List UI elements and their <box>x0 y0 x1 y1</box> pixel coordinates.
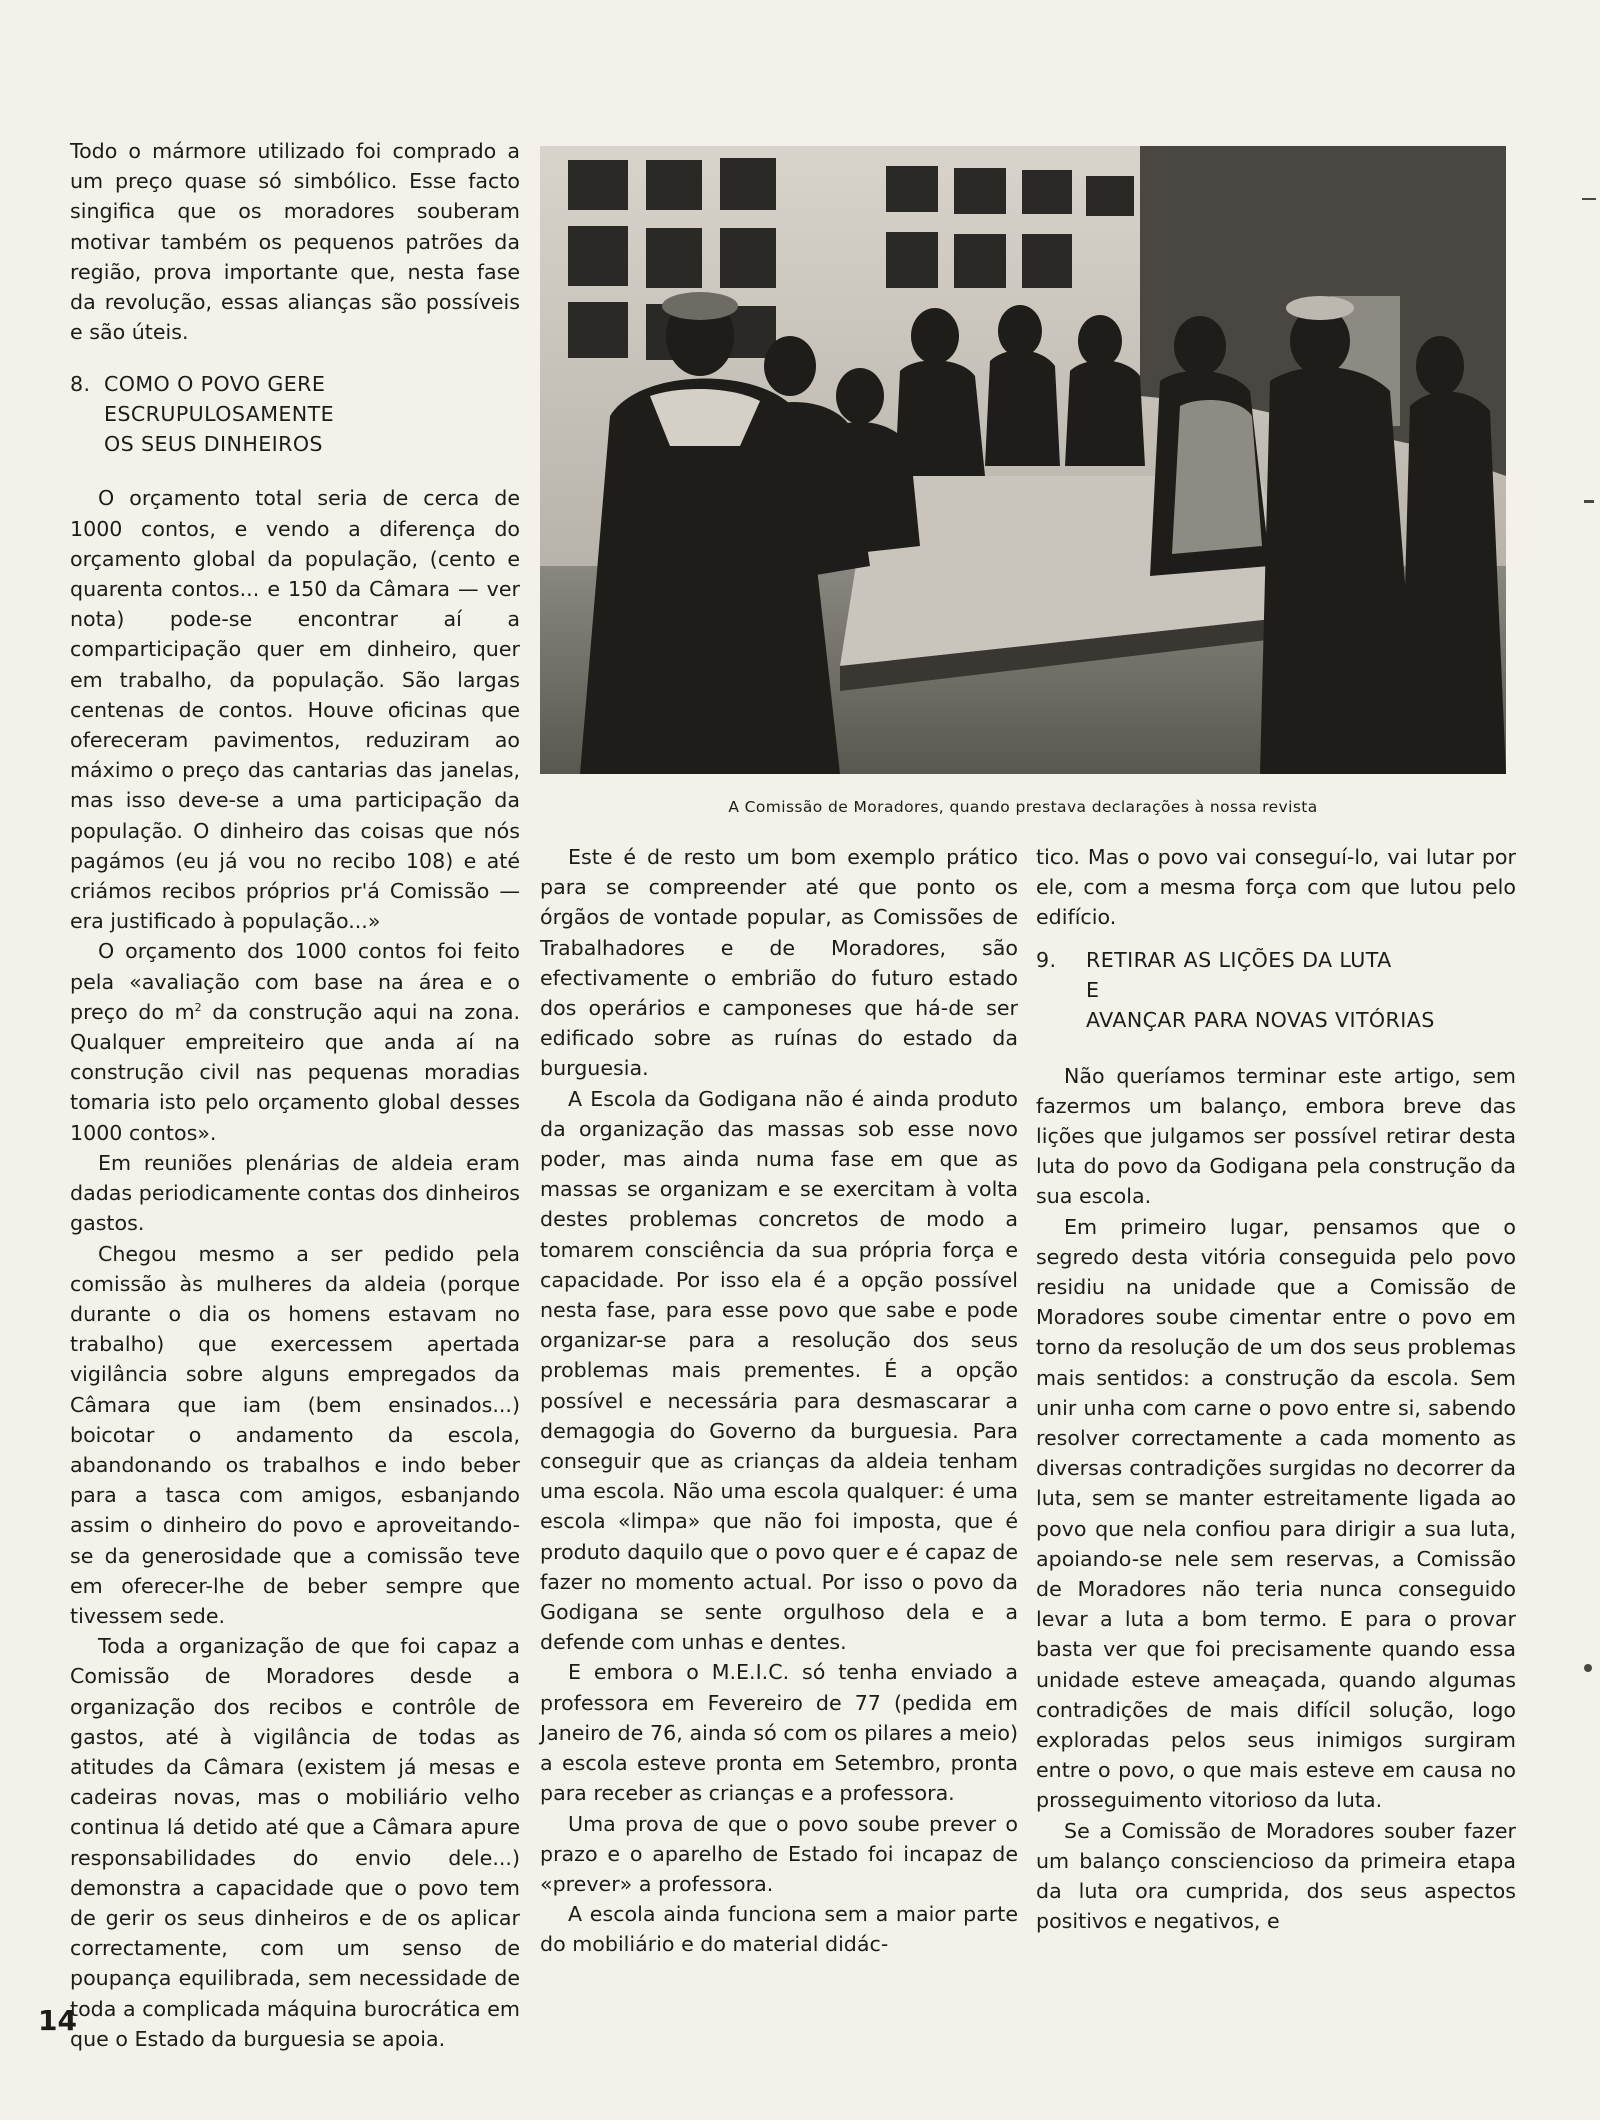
section-heading-8 <box>70 369 520 459</box>
section-title-line: COMO O POVO GERE <box>104 372 326 397</box>
paragraph: A Escola da Godigana não é ainda produto da organização das massas sob esse novo poder, mas ainda numa fase em que as massas se organizam e se exercitam à volta destes problemas concretos de modo a tomarem consciência da sua própria força e capacidade. Por isso ela é a opção possível nesta fase, para esse povo que sabe e pode organizar-se para a resolução dos seus problemas mais prementes. É a opção possível e necessária para desmascarar a demagogia do Governo da burguesia. Para conseguir que as crianças da aldeia tenham uma escola. Não uma escola qualquer: é uma escola «limpa» que não foi imposta, que é produto daquilo que o povo quer e é capaz de fazer no momento actual. Por isso o povo da Godigana se sente orgulhoso dela e a defende com unhas e dentes. <box>540 1086 1018 1655</box>
edge-mark <box>1584 1664 1592 1672</box>
paragraph-text: O orçamento dos 1000 contos foi feito pela «avaliação com base na área e o preço do m <box>70 939 520 1024</box>
left-column <box>70 136 520 2054</box>
paragraph: Chegou mesmo a ser pedido pela comissão às mulheres da aldeia (porque durante o dia os homens estavam no trabalho) que exercessem apertada vigilância sobre alguns empregados da Câmara que iam (bem ensinados...) boicotar o andamento da escola, abandonando os trabalhos e indo beber para a tasca com amigos, esbanjando assim o dinheiro do povo e aproveitando-se da generosidade que a comissão teve em oferecer-lhe de beber sempre que tivessem sede. <box>70 1241 520 1628</box>
section-number: 8. <box>70 372 91 397</box>
paragraph: E embora o M.E.I.C. só tenha enviado a professora em Fevereiro de 77 (pedida em Janeiro de 76, ainda só com os pilares a meio) a escola esteve pronta em Setembro, pronta para receber as crianças e a professora. <box>540 1660 1018 1806</box>
middle-column <box>540 842 1018 1960</box>
edge-mark <box>1582 198 1596 200</box>
paragraph: Toda a organização de que foi capaz a Comissão de Moradores desde a organização dos recibos e contrôle de gastos, até à vigilância de todas as atitudes da Câmara (existem já mesas e cadeiras novas, mas o mobiliário velho continua lá detido até que a Câmara apure responsabilidades do envio dele...) demonstra a capacidade que o povo tem de gerir os seus dinheiros e de os aplicar correctamente, com um senso de poupança equilibrada, sem necessidade de toda a complicada máquina burocrática em que o Estado da burguesia se apoia. <box>70 1634 520 2051</box>
section-title-line: OS SEUS DINHEIROS <box>104 432 323 457</box>
right-column <box>1036 842 1516 1937</box>
section-title-line: RETIRAR AS LIÇÕES DA LUTA <box>1086 947 1392 972</box>
paragraph: Em primeiro lugar, pensamos que o segredo desta vitória conseguida pelo povo residiu na unidade que a Comissão de Moradores soube cimentar entre o povo em torno da resolução de um dos seus problemas mais sentidos: a construção da escola. Sem unir unha com carne o povo entre si, sabendo resolver correctamente a cada momento as diversas contradições surgidas no decorrer da luta, sem se manter estreitamente ligada ao povo que nela confiou para dirigir a sua luta, apoiando-se nele sem reservas, a Comissão de Moradores não teria nunca conseguido levar a luta a bom termo. E para o provar basta ver que foi precisamente quando essa unidade esteve ameaçada, quando algumas contradições de mais difícil solução, logo exploradas pelos seus inimigos surgiram entre o povo, o que mais esteve em causa no prosseguimento vitorioso da luta. <box>1036 1214 1516 1813</box>
edge-mark <box>1584 500 1594 503</box>
photo-commission-meeting <box>540 146 1506 774</box>
paragraph <box>70 936 520 1147</box>
page-number: 14 <box>38 2004 77 2037</box>
paragraph: A escola ainda funciona sem a maior parte do mobiliário e do material didác- <box>540 1902 1018 1957</box>
section-number: 9. <box>1036 947 1057 972</box>
paragraph: Não queríamos terminar este artigo, sem fazermos um balanço, embora breve das lições que julgamos ser possível retirar desta luta do povo da Godigana pela construção da sua escola. <box>1036 1063 1516 1209</box>
paragraph: Este é de resto um bom exemplo prático para se compreender até que ponto os órgãos de vontade popular, as Comissões de Trabalhadores e de Moradores, são efectivamente o embrião do futuro estado dos operários e camponeses que há-de ser edificado sobre as ruínas do estado da burguesia. <box>540 845 1018 1081</box>
paragraph: Uma prova de que o povo soube prever o prazo e o aparelho de Estado foi incapaz de «prever» a professora. <box>540 1811 1018 1896</box>
paragraph: Em reuniões plenárias de aldeia eram dadas periodicamente contas dos dinheiros gastos. <box>70 1150 520 1236</box>
paragraph: Todo o mármore utilizado foi comprado a um preço quase só simbólico. Esse facto singifica que os moradores souberam motivar também os pequenos patrões da região, prova importante que, nesta fase da revolução, essas alianças são possíveis e são úteis. <box>70 139 520 345</box>
section-title-line: AVANÇAR PARA NOVAS VITÓRIAS <box>1086 1007 1435 1032</box>
paragraph-text: da construção aqui na zona. Qualquer empreiteiro que anda aí na construção civil nas pequenas moradias tomaria isto pelo orçamento global desses 1000 contos». <box>70 999 520 1145</box>
superscript: 2 <box>194 1001 202 1015</box>
section-title-line: ESCRUPULOSAMENTE <box>104 402 335 427</box>
section-title-line: E <box>1086 977 1100 1002</box>
paragraph: Se a Comissão de Moradores souber fazer um balanço consciencioso da primeira etapa da luta ora cumprida, dos seus aspectos positivos e negativos, e <box>1036 1818 1516 1934</box>
photo-illustration <box>540 146 1506 774</box>
paragraph: O orçamento total seria de cerca de 1000 contos, e vendo a diferença do orçamento global da população, (cento e quarenta contos... e 150 da Câmara — ver nota) pode-se encontrar aí a comparticipação quer em dinheiro, quer em trabalho, da população. São largas centenas de contos. Houve oficinas que ofereceram pavimentos, reduziram ao máximo o preço das cantarias das janelas, mas isso deve-se a uma participação da população. O dinheiro das coisas que nós pagámos (eu já vou no recibo 108) e até criámos recibos próprios pr'á Comissão — era justificado à população...» <box>70 486 520 934</box>
section-heading-9 <box>1036 945 1516 1035</box>
paragraph: tico. Mas o povo vai conseguí-lo, vai lutar por ele, com a mesma força com que lutou pelo edifício. <box>1036 845 1516 930</box>
photo-caption: A Comissão de Moradores, quando prestava declarações à nossa revista <box>728 798 1318 816</box>
